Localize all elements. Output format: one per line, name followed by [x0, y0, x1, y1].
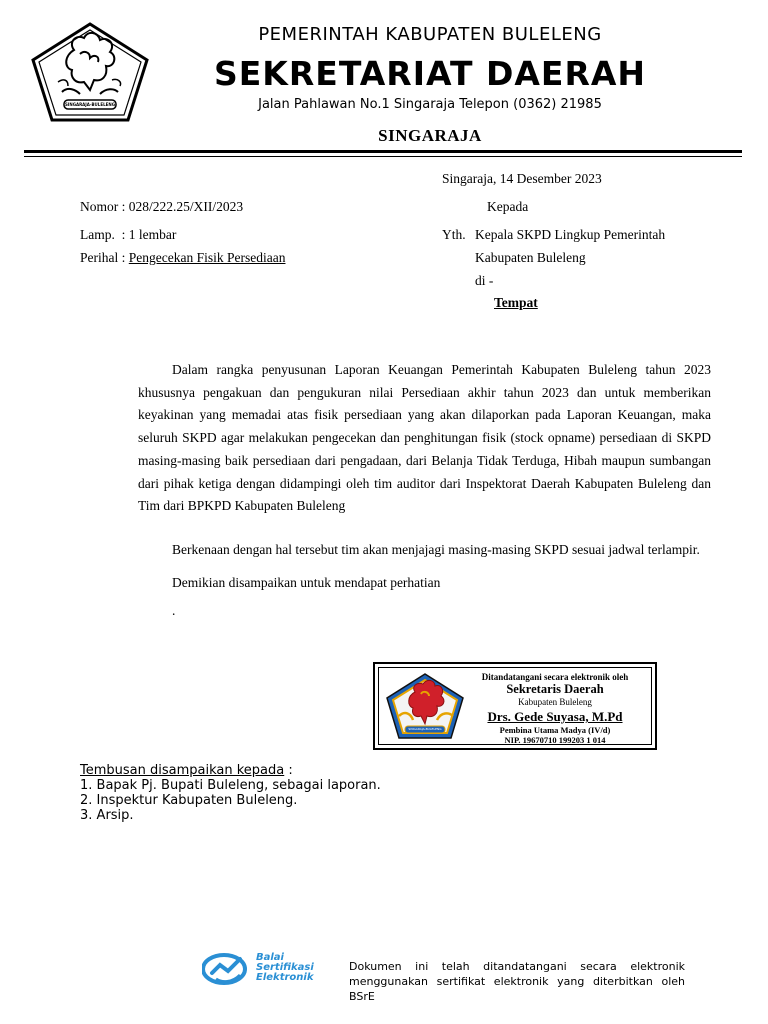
subject-label: Perihal — [80, 250, 119, 265]
subject-value: Pengecekan Fisik Persediaan — [128, 250, 286, 265]
electronic-signature-box — [373, 662, 657, 750]
office-address: Jalan Pahlawan No.1 Singaraja Telepon (0362) 21985 — [258, 97, 602, 112]
bsre-line-2: Sertifikasi — [256, 962, 314, 973]
bsre-line-1: Balai — [256, 952, 284, 963]
recipient-line-3: di - — [475, 273, 494, 288]
signature-name: Drs. Gede Suyasa, M.Pd — [487, 709, 623, 724]
cc-item — [80, 793, 381, 808]
number-value: 028/222.25/XII/2023 — [128, 199, 244, 214]
attachment-value: 1 lembar — [128, 227, 177, 242]
signature-note: Ditandatangani secara elektronik oleh — [481, 672, 629, 682]
header-rule-thick — [24, 150, 742, 153]
recipient-line-2: Kabupaten Buleleng — [475, 250, 586, 265]
government-name: PEMERINTAH KABUPATEN BULELENG — [258, 24, 602, 45]
signature-title: Sekretaris Daerah — [506, 682, 604, 696]
bsre-emblem-icon — [202, 953, 250, 989]
bsre-logo — [202, 953, 322, 989]
recipient-line-1: Kepala SKPD Lingkup Pemerintah — [475, 227, 666, 242]
cc-item — [80, 808, 381, 823]
cc-section — [80, 763, 381, 823]
recipient-place: Tempat — [494, 295, 538, 310]
cc-item-text: Bapak Pj. Bupati Buleleng, sebagai laporan. — [96, 778, 381, 793]
attachment-label: Lamp. — [80, 227, 115, 242]
bsre-name — [256, 953, 314, 983]
emblem-motto: SINGARAJA-BULELENG — [64, 102, 115, 107]
letter-number: Nomor : 028/222.25/XII/2023 — [80, 199, 244, 214]
letter-subject: Perihal : Pengecekan Fisik Persediaan — [80, 250, 286, 265]
signature-emblem-motto: SINGARAJA-BULELENG — [408, 727, 442, 731]
signature-unit: Kabupaten Buleleng — [518, 697, 592, 707]
cc-item — [80, 778, 381, 793]
letter-attachment: Lamp. : 1 lembar — [80, 227, 177, 242]
cc-item-text: Arsip. — [96, 808, 134, 823]
recipient-prefix: Yth. — [442, 227, 466, 242]
body-paragraph-1: Dalam rangka penyusunan Laporan Keuangan Pemerintah Kabupaten Buleleng tahun 2023 khususnya pengakuan dan pengukuran nilai Persediaan akhir tahun 2023 dan untuk memberikan keyakinan yang memadai atas fisik persediaan yang akan dilaporkan pada Laporan Keuangan, maka seluruh SKPD agar melakukan pengecekan dan penghitungan fisik (stock opname) persediaan di SKPD masing-masing baik persediaan dari pengadaan, dari Belanja Tidak Terduga, Hibah maupun sumbangan dari pihak ketiga dengan didampingi oleh tim auditor dari Inspektorat Daerah Kabupaten Buleleng dan Tim dari BPKPD Kabupaten Buleleng — [138, 362, 711, 514]
body-paragraph-3: Demikian disampaikan untuk mendapat perhatian — [172, 575, 441, 590]
to-label: Kepada — [487, 199, 529, 214]
cc-item-number: 1. — [80, 778, 93, 793]
electronic-signature-notice: Dokumen ini telah ditandatangani secara elektronik menggunakan sertifikat elektronik yang diterbitkan oleh BSrE — [349, 960, 685, 1003]
regency-emblem — [28, 20, 152, 124]
cc-heading: Tembusan disampaikan kepada — [80, 763, 285, 778]
cc-heading-line — [80, 763, 381, 778]
signature-rank: Pembina Utama Madya (IV/d) — [499, 725, 611, 735]
cc-item-text: Inspektur Kabupaten Buleleng. — [96, 793, 298, 808]
bsre-line-3: Elektronik — [256, 972, 314, 983]
cc-heading-colon: : — [284, 763, 293, 778]
place-date: Singaraja, 14 Desember 2023 — [442, 171, 602, 186]
office-name: SEKRETARIAT DAERAH — [213, 54, 647, 93]
body-paragraph-2: Berkenaan dengan hal tersebut tim akan menjajagi masing-masing SKPD sesuai jadwal terlampir. — [172, 542, 700, 557]
cc-item-number: 2. — [80, 793, 93, 808]
signature-nip: NIP. 19670710 199203 1 014 — [504, 735, 606, 745]
signature-emblem — [385, 672, 465, 742]
number-label: Nomor — [80, 199, 119, 214]
cc-item-number: 3. — [80, 808, 93, 823]
trailing-dot: . — [172, 603, 176, 618]
header-rule-thin — [24, 156, 742, 157]
header-city: SINGARAJA — [378, 126, 482, 145]
